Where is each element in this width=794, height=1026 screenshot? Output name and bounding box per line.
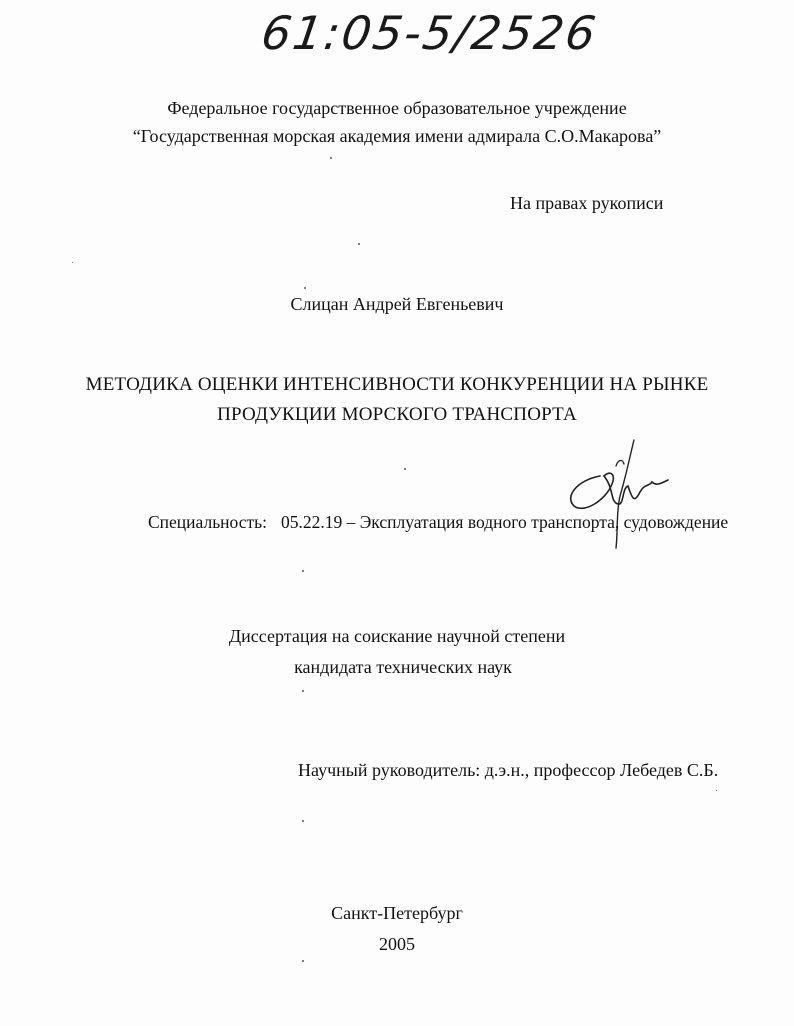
specialty-label: Специальность: xyxy=(148,512,267,532)
scan-speck xyxy=(302,820,304,822)
scientific-advisor: Научный руководитель: д.э.н., профессор Лебедев С.Б. xyxy=(298,760,719,780)
scan-speck xyxy=(304,287,306,289)
title-line-2: ПРОДУКЦИИ МОРСКОГО ТРАНСПОРТА xyxy=(217,404,577,425)
city: Санкт-Петербург xyxy=(331,903,463,923)
scan-speck xyxy=(330,157,332,159)
institution-line-1: Федеральное государственное образовательное учреждение xyxy=(167,98,627,118)
specialty-line xyxy=(148,512,728,533)
rights-note: На правах рукописи xyxy=(510,193,664,213)
degree-block xyxy=(0,621,794,683)
place-year-block xyxy=(0,898,794,960)
scan-speck xyxy=(302,960,304,962)
degree-line-2: кандидата технических наук xyxy=(294,657,512,677)
handwritten-signature xyxy=(560,436,680,552)
year: 2005 xyxy=(379,934,415,954)
handwritten-archive-code: 61:05-5/2526 xyxy=(258,6,601,60)
degree-line-1: Диссертация на соискание научной степени xyxy=(228,626,566,646)
author-name: Слицан Андрей Евгеньевич xyxy=(290,294,504,314)
scan-speck xyxy=(302,690,304,692)
specialty-description: – Эксплуатация водного транспорта, судовождение xyxy=(346,512,729,532)
title-line-1: МЕТОДИКА ОЦЕНКИ ИНТЕНСИВНОСТИ КОНКУРЕНЦИИ НА РЫНКЕ xyxy=(85,374,709,395)
institution-block xyxy=(0,94,794,150)
scan-speck xyxy=(72,262,73,263)
dissertation-title xyxy=(0,370,794,430)
specialty-code: 05.22.19 xyxy=(280,512,343,532)
scan-speck xyxy=(358,243,360,245)
institution-line-2: “Государственная морская академия имени адмирала С.О.Макарова” xyxy=(132,126,662,146)
scan-speck xyxy=(302,570,304,572)
scan-speck xyxy=(716,790,717,791)
scan-speck xyxy=(404,468,406,470)
